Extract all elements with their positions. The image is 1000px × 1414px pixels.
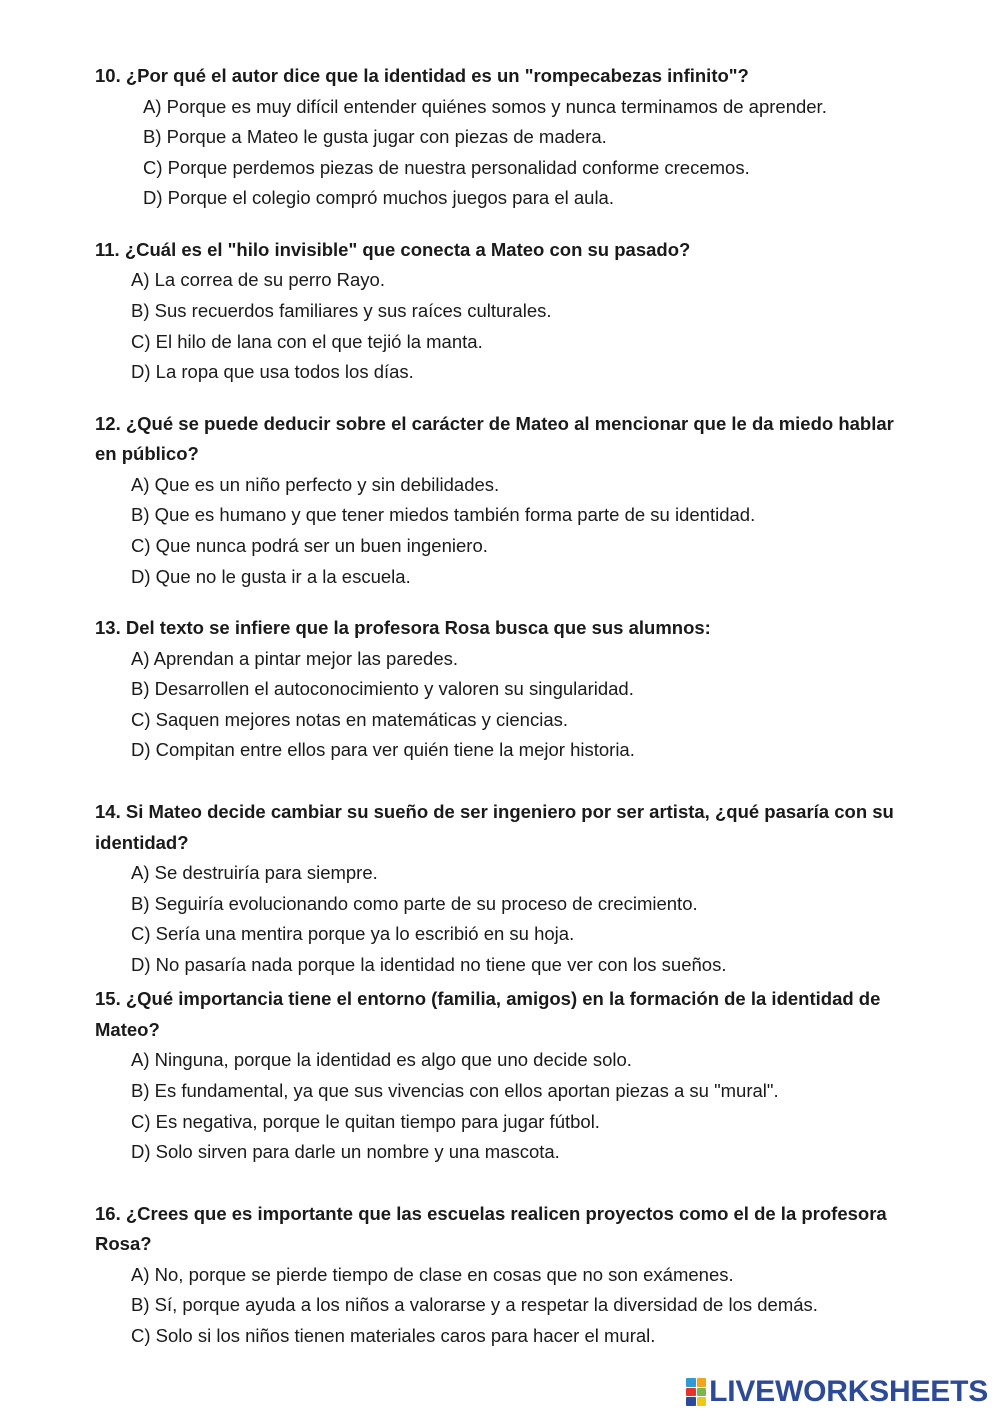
question-text: 11. ¿Cuál es el "hilo invisible" que conecta a Mateo con su pasado? — [95, 238, 691, 260]
option-b: B) Porque a Mateo le gusta jugar con piezas de madera. — [143, 126, 607, 148]
option-a: A) Aprendan a pintar mejor las paredes. — [131, 647, 459, 669]
options-list — [95, 644, 915, 766]
question-text: 15. ¿Qué importancia tiene el entorno (familia, amigos) en la formación de la identidad de Mateo? — [95, 988, 881, 1040]
logo-square — [697, 1378, 707, 1387]
option-b: B) Desarrollen el autoconocimiento y valoren su singularidad. — [131, 678, 634, 700]
option-c: C) Porque perdemos piezas de nuestra personalidad conforme crecemos. — [143, 156, 750, 178]
option-d: D) Que no le gusta ir a la escuela. — [131, 565, 411, 587]
question-15 — [95, 984, 915, 1167]
logo-square — [686, 1378, 696, 1387]
question-text: 12. ¿Qué se puede deducir sobre el carácter de Mateo al mencionar que le da miedo hablar en público? — [95, 412, 894, 465]
logo-square — [697, 1388, 707, 1397]
option-b: B) Sus recuerdos familiares y sus raíces culturales. — [131, 299, 552, 321]
question-text: 10. ¿Por qué el autor dice que la identidad es un "rompecabezas infinito"? — [95, 65, 749, 86]
question-11 — [95, 235, 915, 388]
logo-square — [686, 1397, 696, 1406]
question-13 — [95, 613, 915, 766]
options-list — [95, 1045, 915, 1167]
question-text: 13. Del texto se infiere que la profesora Rosa busca que sus alumnos: — [95, 617, 711, 639]
liveworksheets-logo[interactable] — [686, 1374, 988, 1410]
logo-text: LIVEWORKSHEETS — [709, 1375, 988, 1408]
option-a: A) Porque es muy difícil entender quiénes somos y nunca terminamos de aprender. — [143, 95, 827, 117]
options-list — [95, 1260, 915, 1352]
worksheet — [95, 61, 915, 1373]
question-16 — [95, 1199, 915, 1352]
option-c: C) Es negativa, porque le quitan tiempo para jugar fútbol. — [131, 1110, 600, 1132]
option-d: D) Compitan entre ellos para ver quién tiene la mejor historia. — [131, 739, 635, 761]
option-d: D) No pasaría nada porque la identidad no tiene que ver con los sueños. — [131, 953, 727, 975]
option-a: A) Que es un niño perfecto y sin debilidades. — [131, 473, 500, 495]
option-c: C) Sería una mentira porque ya lo escribió en su hoja. — [131, 923, 575, 945]
option-c: C) Que nunca podrá ser un buen ingeniero. — [131, 534, 488, 556]
question-text: 14. Si Mateo decide cambiar su sueño de ser ingeniero por ser artista, ¿qué pasaría con su identidad? — [95, 801, 894, 853]
question-10 — [95, 61, 915, 214]
option-b: B) Es fundamental, ya que sus vivencias con ellos aportan piezas a su "mural". — [131, 1079, 779, 1101]
question-text: 16. ¿Crees que es importante que las escuelas realicen proyectos como el de la profesora Rosa? — [95, 1202, 887, 1255]
option-c: C) El hilo de lana con el que tejió la manta. — [131, 330, 483, 352]
option-c: C) Saquen mejores notas en matemáticas y ciencias. — [131, 708, 569, 730]
option-a: A) Se destruiría para siempre. — [131, 862, 378, 883]
logo-square — [686, 1388, 696, 1397]
option-a: A) No, porque se pierde tiempo de clase en cosas que no son exámenes. — [131, 1263, 734, 1285]
options-list — [95, 470, 915, 592]
options-list — [95, 92, 915, 214]
question-12 — [95, 409, 915, 592]
option-b: B) Seguiría evolucionando como parte de su proceso de crecimiento. — [131, 892, 698, 914]
option-a: A) Ninguna, porque la identidad es algo que uno decide solo. — [131, 1049, 632, 1071]
options-list — [95, 858, 915, 980]
option-d: D) La ropa que usa todos los días. — [131, 361, 414, 383]
option-d: D) Solo sirven para darle un nombre y una mascota. — [131, 1141, 560, 1163]
option-c: C) Solo si los niños tienen materiales caros para hacer el mural. — [131, 1324, 656, 1346]
option-b: B) Sí, porque ayuda a los niños a valorarse y a respetar la diversidad de los demás. — [131, 1294, 818, 1316]
question-14 — [95, 797, 915, 980]
option-d: D) Porque el colegio compró muchos juegos para el aula. — [143, 187, 614, 209]
option-b: B) Que es humano y que tener miedos también forma parte de su identidad. — [131, 504, 756, 526]
option-a: A) La correa de su perro Rayo. — [131, 269, 385, 291]
options-list — [95, 265, 915, 387]
logo-square — [697, 1397, 707, 1406]
liveworksheets-logo-icon — [686, 1378, 706, 1406]
